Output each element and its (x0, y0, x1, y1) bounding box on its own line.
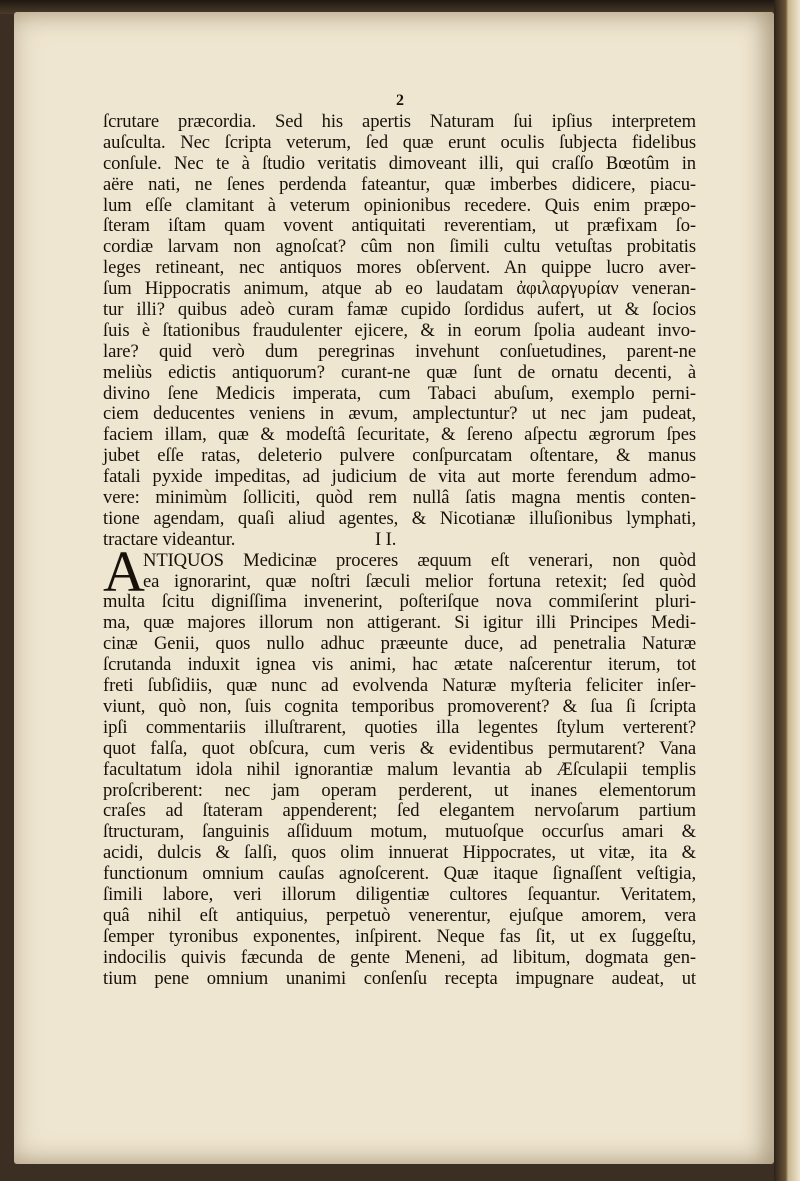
text-line: multa ſcitu digniſſima invenerint, poſteriſque nova commiſerint pluri- (103, 591, 696, 613)
text-line: aëre nati, ne ſenes perdenda fateantur, quæ imberbes didicere, piacu- (103, 173, 696, 195)
text-line: freti ſubſidiis, quæ nunc ad evolvenda Naturæ myſteria feliciter inſer- (103, 675, 696, 697)
text-line: lum eſſe clamitant à veterum opinionibus recedere. Quis enim præpo- (103, 194, 696, 216)
paragraph-2-lines (103, 592, 696, 989)
text-line: viunt, quò non, ſuis cognita temporibus promoverent? & ſua ſi ſcripta (103, 695, 696, 717)
text-line: ſtructuram, ſanguinis aſſiduum motum, mutuoſque occurſus amari & (103, 821, 696, 843)
text-line: craſes ad ſtateram appenderent; ſed elegantem nervoſarum partium (103, 800, 696, 822)
text-line: leges retineant, nec antiquos mores obſervent. An quippe lucro aver- (103, 257, 696, 279)
text-line: jubet eſſe ratas, deleterio pulvere conſpurcatam oſtentare, & manus (103, 445, 696, 467)
text-line: auſculta. Nec ſcripta veterum, ſed quæ erunt oculis ſubjecta fidelibus (103, 131, 696, 153)
text-line: meliùs edictis antiquorum? curant-ne quæ ſunt de ornatu decenti, à (103, 361, 696, 383)
text-line: tium pene omnium unanimi conſenſu recepta impugnare audeat, ut (103, 967, 696, 989)
text-line: ma, quæ majores illorum non attigerant. Si igitur illi Principes Medi- (103, 612, 696, 634)
drop-cap-initial: A (103, 538, 145, 604)
page-number: 2 (396, 92, 404, 109)
text-line: lare? quid verò dum peregrinas invehunt conſuetudines, parent-ne (103, 340, 696, 362)
text-line: proſcriberent: nec jam operam perderent, ut inanes elementorum (103, 779, 696, 801)
section-heading-line (103, 530, 696, 551)
body-text (103, 112, 696, 989)
text-line: ſcrutare præcordia. Sed his apertis Naturam ſui ipſius interpretem (103, 111, 696, 132)
text-line: fatali pyxide impeditas, ad judicium de vita aut morte ferendum admo- (103, 466, 696, 488)
text-line: ſemper tyronibus exponentes, inſpirent. Neque fas ſit, ut ex ſuggeſtu, (103, 925, 696, 947)
text-line: ſcrutanda induxit ignea vis animi, hac ætate naſcerentur iterum, tot (103, 654, 696, 676)
text-line: functionum omnium cauſas agnoſcerent. Quæ itaque ſignaſſent veſtigia, (103, 863, 696, 885)
text-line: facultatum idola nihil ignorantiæ malum levantia ab Æſculapii templis (103, 758, 696, 780)
text-line: tione agendam, quaſi aliud agentes, & Nicotianæ illuſionibus lymphati, (103, 507, 696, 529)
text-line: faciem illam, quæ & modeſtâ ſecuritate, & ſereno aſpectu ægrorum ſpes (103, 424, 696, 446)
text-line: ea ignorarint, quæ noſtri ſæculi melior fortuna retexit; ſed quòd (143, 570, 696, 592)
paragraph-2-indented-lines (103, 551, 696, 593)
paragraph-1 (103, 112, 696, 530)
text-line: conſule. Nec te à ſtudio veritatis dimoveant illi, qui craſſo Bœotûm in (103, 152, 696, 174)
text-line: ſteram iſtam quam vovent antiquitati reverentiam, ut præfixam ſo- (103, 215, 696, 237)
text-line: cinæ Genii, quos nullo adhuc præeunte duce, ad penetralia Naturæ (103, 633, 696, 655)
section-number: I I. (375, 528, 397, 550)
text-line: vere: minimùm ſolliciti, quòd rem nullâ ſatis magna mentis conten- (103, 487, 696, 509)
text-line: divino ſene Medicis imperata, cum Tabaci abuſum, exemplo perni- (103, 382, 696, 404)
text-line: ſum Hippocratis animum, atque ab eo laudatam ἀφιλαργυρίαν veneran- (103, 278, 696, 300)
text-line: ciem deducentes veniens in ævum, amplectuntur? ut nec jam pudeat, (103, 403, 696, 425)
text-line: ipſi commentariis illuſtrarent, quoties illa legentes ſtylum verterent? (103, 716, 696, 738)
text-line: indocilis quivis fæcunda de gente Meneni, ad libitum, dogmata gen- (103, 946, 696, 968)
text-line: cordiæ larvam non agnoſcat? cûm non ſimili cultu vetuſtas probitatis (103, 236, 696, 258)
text-line: tur illi? quibus adeò curam famæ cupido ſordidus aufert, ut & ſocios (103, 299, 696, 321)
text-line: ſimili labore, veri illorum diligentiæ cultores ſequantur. Veritatem, (103, 883, 696, 905)
text-line: quâ nihil eſt antiquius, perpetuò venerentur, ejuſque amorem, vera (103, 904, 696, 926)
text-line: acidi, dulcis & ſalſi, quos olim innuerat Hippocrates, ut vitæ, ita & (103, 842, 696, 864)
text-line: NTIQUOS Medicinæ proceres æquum eſt venerari, non quòd (143, 549, 696, 571)
text-line: ſuis è ſtationibus fraudulenter ejicere, & in eorum ſpolia audeant invo- (103, 319, 696, 341)
text-line: quot falſa, quot obſcura, cum veris & evidentibus permutarent? Vana (103, 737, 696, 759)
paragraph-1-last-line: tractare videantur. (103, 528, 236, 550)
book-gutter (774, 0, 800, 1181)
